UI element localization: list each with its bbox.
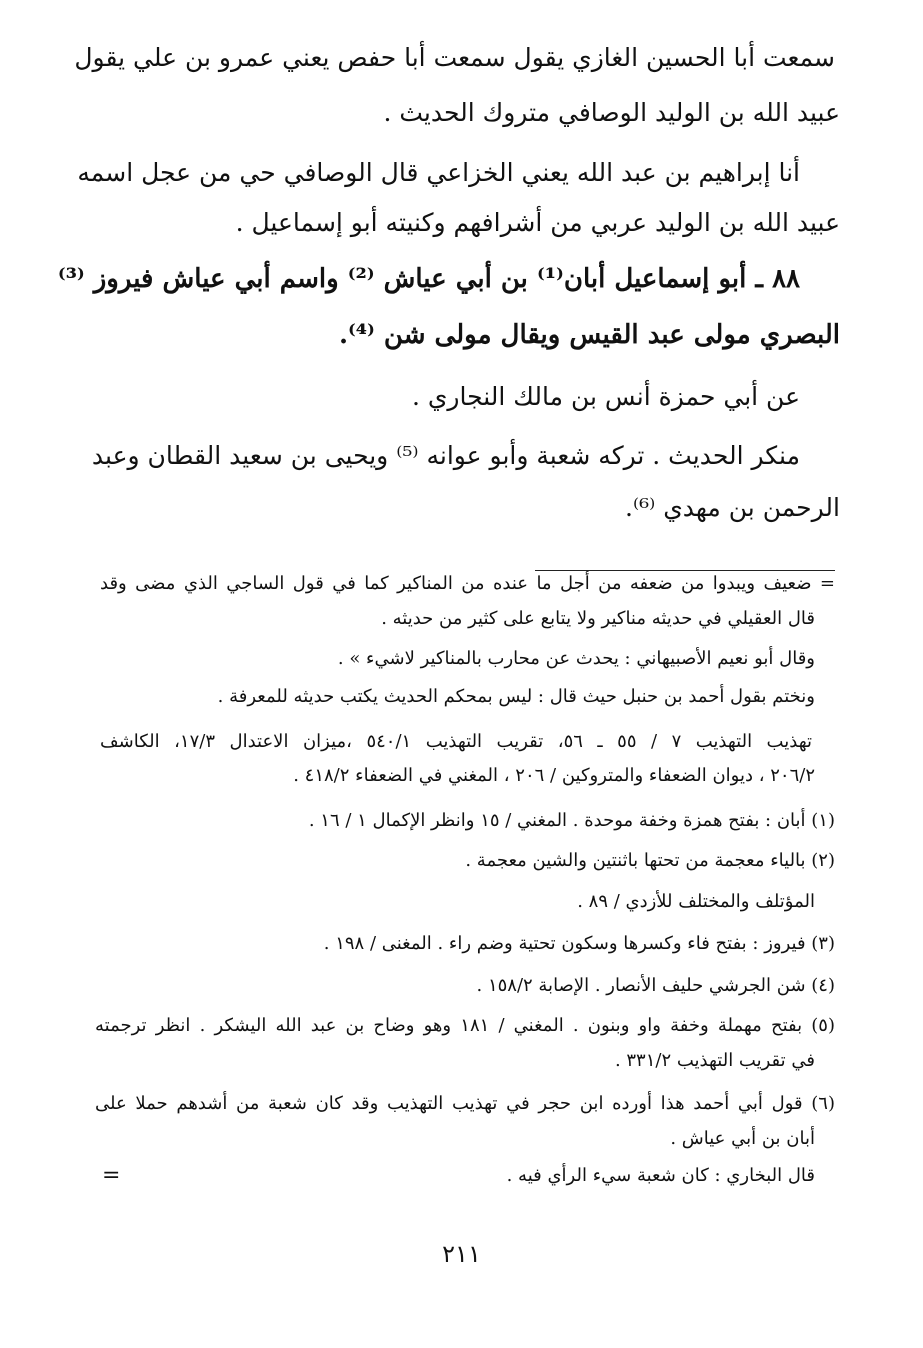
footnote-line: قال العقيلي في حديثه مناكير ولا يتابع على كثير من حديثه . [381,608,815,629]
footnote-line: (٤) شن الجرشي حليف الأنصار . الإصابة ١٥٨/٢ . [476,975,835,996]
entry-heading-line-1: ٨٨ ـ أبو إسماعيل أبان⁽¹⁾ بن أبي عياش ⁽²⁾ واسم أبي عياش فيروز ⁽³⁾ [57,264,800,294]
footnote-line: قال البخاري : كان شعبة سيء الرأي فيه . [506,1165,815,1186]
text-line: منكر الحديث . تركه شعبة وأبو عوانه ⁽⁵⁾ ويحيى بن سعيد القطان وعبد [91,441,800,470]
footnote-line: = ضعيف ويبدوا من ضعفه من أجل ما عنده من المناكير كما في قول الساجي الذي مضى وقد [100,573,835,594]
footnote-line: ونختم بقول أحمد بن حنبل حيث قال : ليس بمحكم الحديث يكتب حديثه للمعرفة . [217,686,815,707]
entry-heading-line-2: البصري مولى عبد القيس ويقال مولى شن ⁽⁴⁾. [338,320,840,350]
footnote-line: (٥) بفتح مهملة وخفة واو وبنون . المغني / ١٨١ وهو وضاح بن عبد الله اليشكر . انظر ترجمته [95,1015,835,1036]
page-number: ٢١١ [442,1240,481,1268]
footnote-line: (٣) فيروز : بفتح فاء وكسرها وسكون تحتية وضم راء . المغنى / ١٩٨ . [323,933,835,954]
text-line: سمعت أبا الحسين الغازي يقول سمعت أبا حفص يعني عمرو بن علي يقول [74,43,835,72]
footnote-line: (٦) قول أبي أحمد هذا أورده ابن حجر في تهذيب التهذيب وقد كان شعبة من أشدهم حملا على [95,1093,835,1114]
footnote-separator [535,570,835,571]
text-line: أنا إبراهيم بن عبد الله يعني الخزاعي قال الوصافي حي من عجل اسمه [77,158,800,187]
footnote-line: وقال أبو نعيم الأصبيهاني : يحدث عن محارب بالمناكير لاشيء » . [337,648,815,669]
text-line: عبيد الله بن الوليد الوصافي متروك الحديث . [383,98,840,127]
text-line: عن أبي حمزة أنس بن مالك النجاري . [411,382,800,411]
text-line: عبيد الله بن الوليد عربي من أشرافهم وكنيته أبو إسماعيل . [235,208,840,237]
continuation-mark: = [102,1163,121,1188]
footnote-line: (٢) بالياء معجمة من تحتها باثنتين والشين معجمة . [465,850,835,871]
footnote-line: ٢٠٦/٢ ، ديوان الضعفاء والمتروكين / ٢٠٦ ، المغني في الضعفاء ٤١٨/٢ . [293,765,815,786]
footnote-line: أبان بن أبي عياش . [670,1128,815,1149]
footnote-line: المؤتلف والمختلف للأزدي / ٨٩ . [577,891,815,912]
footnote-line: في تقريب التهذيب ٣٣١/٢ . [614,1050,815,1071]
footnote-line: (١) أبان : بفتح همزة وخفة موحدة . المغني / ١٥ وانظر الإكمال ١ / ١٦ . [308,810,835,831]
footnote-line: تهذيب التهذيب ٧ / ٥٥ ـ ٥٦، تقريب التهذيب ٥٤٠/١ ،ميزان الاعتدال ١٧/٣، الكاشف [100,731,812,752]
text-line: الرحمن بن مهدي ⁽⁶⁾. [625,493,840,522]
